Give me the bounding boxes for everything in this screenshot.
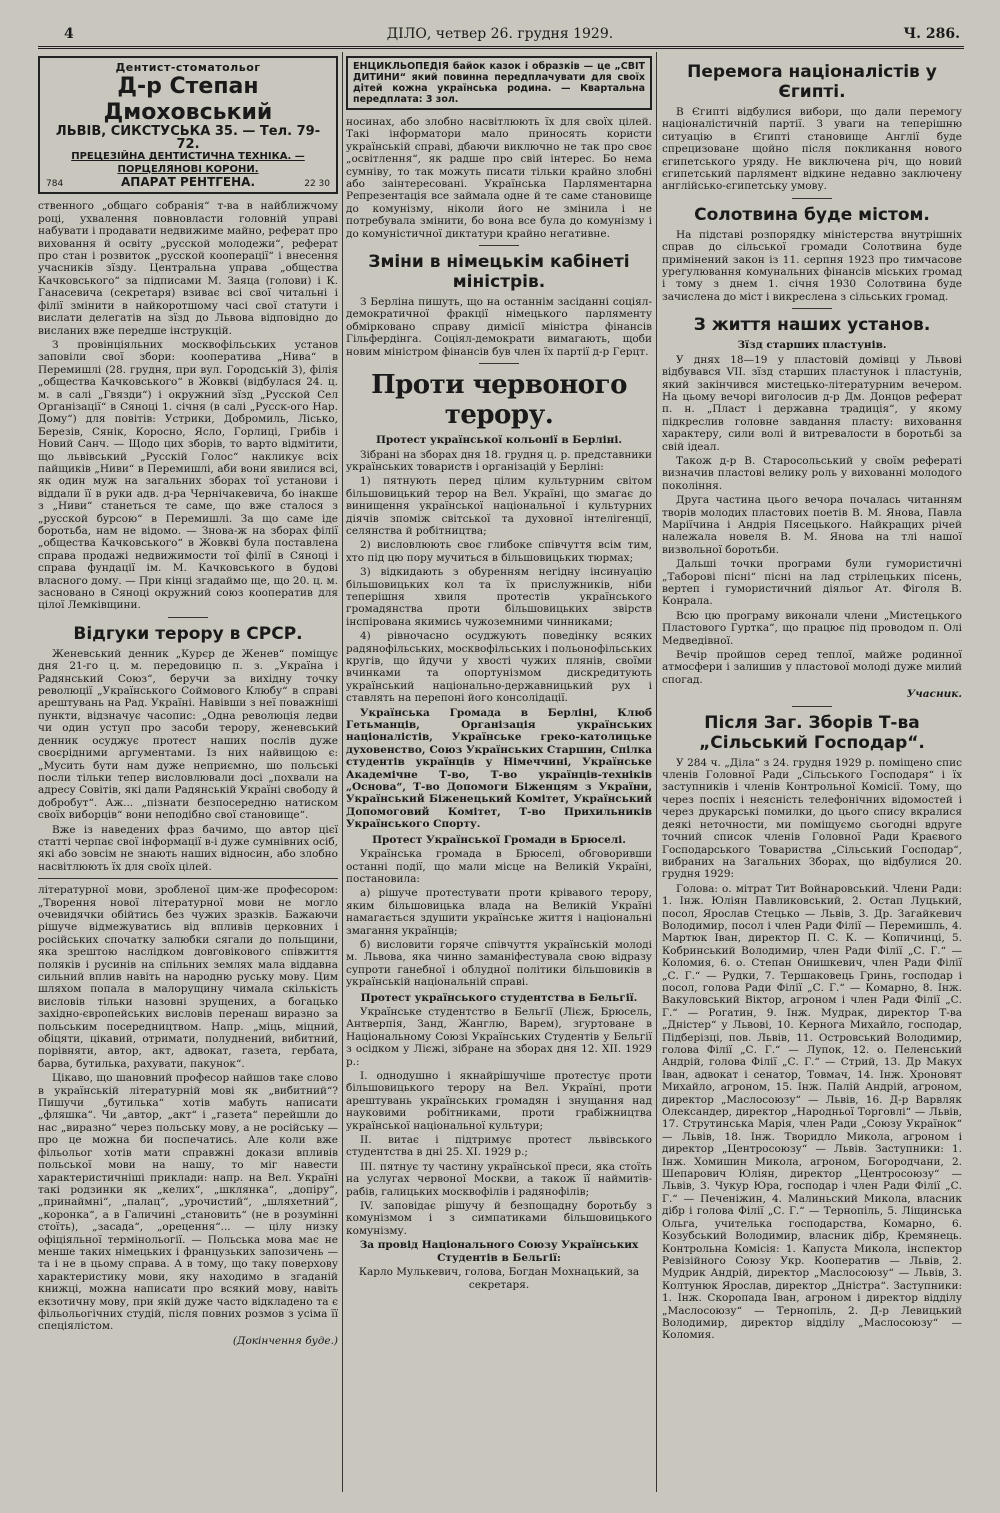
masthead-title: ДІЛО, четвер 26. грудня 1929.: [386, 26, 614, 42]
paragraph: I. однодушно і якнайрішучіше протестує проти більшовицького терору на Вел. Україні, проти арештувань українських громадян і знущання над науковими робітниками, проти грабіжництва української національної культури;: [346, 1070, 652, 1132]
ad-address: ЛЬВІВ, СИКСТУСЬКА 35. — Тел. 79-72.: [55, 124, 321, 152]
separator: [792, 308, 832, 309]
paragraph: Дальші точки програми були гумористичні „Таборові пісні“ пісні на лад стрілецьких пісень, вертеп і гумористичний діяльог Ат. Фіголя В. Конрала.: [662, 558, 962, 608]
column-3: [662, 56, 962, 1344]
ad-code-left: 784: [46, 179, 64, 190]
paragraph: Українська громада в Брюселі, обговоривши останні події, що мали місце на Великій Україні, постановила:: [346, 848, 652, 885]
paragraph: У днях 18—19 у пластовій домівці у Львові відбувався VII. зїзд старших пластунок і пластунів, який закінчився мистецько-літературним вечером. На цьому вечорі виголосив д-р Дм. Донцов реферат п. н. „Пласт і державна традиція“, у якому підкреслив головне завдання пласту: виховання характеру, сили волі й витревалости в боротьбі за свій ідеал.: [662, 353, 962, 453]
masthead-rule: [38, 46, 964, 49]
column-divider-1: [342, 52, 343, 1492]
paragraph: Вечір пройшов серед теплої, майже родинної атмосфери і залишив у пластової молоді дуже милий спогад.: [662, 649, 962, 686]
separator: [792, 198, 832, 199]
union-signature-names: Карло Мулькевич, голова, Богдан Мохнацький, за секретаря.: [358, 1266, 640, 1291]
paragraph: З провінціяльних москвофільських установ заповіли свої збори: кооператива „Нива“ в Перемишлі (28. грудня, при вул. Городській 3), філія „общества Качковського“ в Жовкві (відбулася 24. ц. м. в салі „Гвязди“) і окружний зїзд „Русской Сел Організації“ в Сяноці 1. січня (в салі „Русск-ого Нар. Дому“) для повітів: Устрики, Добромиль, Лісько, Березів, Сянік, Коросно, Ясло, Горлиці, Грибів і Новий Санч. — Щодо цих зборів, то варто відмітити, що львівський „Русскій Голос“ накликує всіх пайщиків „Ниви“ в Перемишлі, аби вони явилися всі, як один муж на загальних зборах тої установи і віддали її в руки адв. д-ра Чернічакевича, бо інакше з „Ниви“ станеться те саме, що вже сталося з „русской бурсою“ в Перемишлі. За що саме іде боротьба, нам не відомо. — Знова-ж на зборах філії „общества Качковського“ в Жовкві була поставлена справа продажі недвижимости тої філії в Сяноці і справа фундації ім. М. Качковського в будові власного дому. — При кінці згадаймо ще, що 20. ц. м. засновано в Сяноці окружний союз кооператив для цілої Лемківщини.: [38, 338, 338, 612]
ad-xray: АПАРАТ РЕНТГЕНА.: [120, 175, 255, 190]
ad-doctor-name: Д-р Степан Дмоховський: [103, 74, 273, 126]
separator: [792, 706, 832, 707]
paragraph: У 284 ч. „Діла“ з 24. грудня 1929 р. поміщено спис членів Головної Ради „Сільського Господаря“ і їх заступників і членів Контрольної Комісії. Тому, що через поспіх і неясність телефонічних відомостей і через друкарські помилки, до цього спису вкралися деякі неточности, ми поміщуємо сьогодні вдруге точний список членів Головної Ради Краєвого Господарського Товариства „Сільський Господар“, вибраних на Загальних Зборах, що відбулися 20. грудня 1929:: [662, 756, 962, 881]
paragraph: З Берліна пишуть, що на останнім засіданні соціял-демократичної фракції німецького парляменту обмірковано справу димісії міністра фінансів Гільфердінга. Соціял-демократи вимагають, щоби новим міністром фінансів був член їх партії д-р Герцт.: [346, 296, 652, 358]
paragraph: ственного „общаго собранія“ т-ва в найближчому році, ухвалення повновласти головній управі набувати і продавати недвижиме майно, реферат про виховання й освіту „русской молодежи“, реферат про стан і розвиток „русской кооперації“ і внесення учасників зїзду. Центральна управа „общества Качковського“ за підписами М. Заяца (голови) і К. Ганасевича (секретаря) взиває всі свої читальні і філії змінити в найкоротшому часі свої статути і вислати делегатів на зїзд до Львова відповідно до висланих вже передше інструкцій.: [38, 200, 338, 337]
separator: [38, 878, 338, 879]
masthead: [40, 22, 960, 46]
paragraph: Українське студентство в Бельгії (Лієж, Брюсель, Антверпія, Занд, Жанглю, Варем), згуртоване в Національному Союзі Українських Студентів у Бельгії з осідком у Лієжі, зібране на зборах дня 12. XII. 1929 р.:: [346, 1005, 652, 1068]
column-divider-2: [656, 52, 657, 1492]
paragraph: 1) пятнують перед цілим культурним світом більшовицький терор на Вел. Україні, що змагає до винищення української національної і культурних діячів зпоміж світської та духовної інтелігенції, селянства й робітництва;: [346, 475, 652, 537]
svit-dytyny-advertisement: [346, 56, 652, 110]
headline-silskyi-hospodar: Після Заг. Зборів Т-ва „Сільський Господар“.: [699, 712, 925, 753]
paragraph: III. пятнує ту частину української преси, яка стоїть на услугах червоної Москви, а також її наймитів-рабів, галицьких москвофілів і радянофілів;: [346, 1160, 652, 1198]
paragraph: 4) рівночасно осуджують поведінку всяких радянофільських, москвофільських і польонофільських кругів, що йдучи у хвості чужих плянів, своїми вчинками та опортунізмом дискредитують український національно-державницький рух і ставлять на перепоні його консолідації.: [346, 630, 652, 705]
signature: Учасник.: [906, 688, 962, 701]
subheadline-brussels: Протест Української Громади в Брюселі.: [372, 833, 626, 846]
headline-institutions: З життя наших установ.: [693, 315, 931, 336]
paragraph: а) рішуче протестувати проти крівавого терору, яким більшовицька влада на Великій Україні намагається здушити українське життя і національні змагання українців;: [346, 887, 652, 937]
paragraph: Голова: о. мітрат Тит Войнаровський. Члени Ради: 1. Інж. Юліян Павликовський, 2. Остап Луцький, посол, Ярослав Стецько — Львів, 3. Др. Загайкевич Володимир, посол і член Ради Філії — Перемишль, 4. Мартюк Іван, директор П. С. К. — Копичинці, 5. Кобринський Володимир, член Ради Філії „С. Г.“ — Коломия, 6. о. Степан Онишкевич, член Ради Філії „С. Г.“ — Рудки, 7. Тершаковець Гринь, господар і посол, голова Ради Філії „С. Г.“ — Комарно, 8. Інж. Вакуловський Віктор, агроном і член Ради Філії „С. Г.“ — Рогатин, 9. Інж. Мудрак, директор Т-ва „Дністер“ у Львові, 10. Кернога Михайло, господар, Підберізці, пов. Львів, 11. Островський Володимир, голова Філії „С. Г.“ — Лупок, 12. о. Пеленський Андрій, голова Філії „С. Г.“ — Стрий, 13. Др Макух Іван, адвокат і сенатор, Товмач, 14. Інж. Хроновят Михайло, агроном, 15. Інж. Палій Андрій, агроном, директор „Маслосоюзу“ — Львів, 16. Д-р Варвляк Олександер, директор „Народньої Торговлі“ — Львів, 17. Струтинська Марія, член Ради „Союзу Українок“ — Львів, 18. Інж. Творидло Микола, агроном і директор „Центросоюзу“ — Львів. Заступники: 1. Інж. Хомишин Микола, агроном, Богородчани, 2. Шепарович Юліян, директор „Центросоюзу“ — Львів, 3. Чукур Юра, господар і член Ради Філії „С. Г.“ — Печеніжин, 4. Малиньский Микола, власник дібр і голова Філії „С. Г.“ — Тернопіль, 5. Ліщинська Ольга, учителька господарства, Комарно, 6. Козубський Володимир, власник дібр, Кремянець. Контрольна Комісія: 1. Капуста Микола, інспектор Ревізійного Союзу Укр. Кооператив — Львів, 2. Мудрик Андрій, директор „Маслосоюзу“ — Львів, 3. Колтунюк Ярослав, директор „Дністра“. Заступники: 1. Інж. Скоропада Іван, агроном і директор відділу „Маслосоюзу“ — Тернопіль, 2. Д-р Левицький Володимир, директор відділу „Маслосоюзу“ — Коломия.: [662, 882, 962, 1342]
paragraph: II. витає і підтримує протест львівського студентства в дні 25. XI. 1929 р.;: [346, 1134, 652, 1159]
subheadline-plast: Зїзд старших пластунів.: [737, 339, 887, 352]
paragraph: В Єгипті відбулися вибори, що дали перемогу націоналістичній партії. З уваги на теперішню ситуацію в Єгипті становище Англії буде спрецизоване щойно після покликання нового єгипетського уряду. Не виключена річ, що новий єгипетський парлямент відкине недавно заключену англійсько-єгипетську умову.: [662, 106, 962, 193]
ad-services: ПРЕЦЕЗІЙНА ДЕНТИСТИЧНА ТЕХНІКА. — ПОРЦЕЛЯНОВІ КОРОНИ.: [71, 151, 305, 175]
headline-red-terror: Проти червоного терору.: [371, 370, 627, 431]
union-signature-heading: За провід Національного Союзу Українських Студентів в Бельгії:: [359, 1239, 639, 1264]
paragraph: б) висловити горяче співчуття українській молоді м. Львова, яка чинно заманіфестувала свою відразу супроти ганебної і облудної політики більшовиків в українській національній справі.: [346, 938, 652, 989]
headline-solotvyna: Солотвина буде містом.: [694, 204, 930, 225]
column-2: [346, 56, 652, 1293]
separator: [479, 363, 519, 364]
paragraph: носинах, або злобно насвітлюють їх для своїх цілей. Такі інформатори мало приносять користи українській справі, дбаючи виключно не так про своє „освітлення“, як радше про свій інтерес. Бо нема сумніву, то так можуть писати тільки крайно злобні або заінтересовані. Українська Парляментарна Репрезентація все займала одне й те саме становище до комунізму, ніколи його не змінила і не потребувала змінити, бо вона все була до комунізму і до комуністичної диктатури крайно негативне.: [346, 116, 652, 240]
ad-profession: Дентист-стоматольог: [115, 61, 261, 74]
paragraph: Друга частина цього вечора почалась читанням творів молодих пластових поетів В. М. Янова, Павла Маріїчина і Андрія Пясецького. Найкращих річей належала новеля В. М. Янова на тлі нашої визвольної боротьби.: [662, 494, 962, 556]
ad-text: ЕНЦИКЛЬОПЕДІЯ байок казок і образків — це „СВІТ ДИТИНИ“ який повинна передплачувати для своїх дітей кожна українська родина. — Квартальна передплата: 3 зол.: [353, 61, 645, 105]
paragraph: Всю цю програму виконали члени „Мистецького Пластового Гуртка“, що працює під проводом п. Олі Медведівної.: [662, 609, 962, 647]
page-number: 4: [64, 26, 74, 42]
separator: [479, 245, 519, 246]
ad-code-right: 22 30: [304, 179, 330, 190]
separator: [168, 617, 208, 618]
paragraph: На підставі розпорядку міністерства внутрішніх справ до сільської громади Солотвина буде примінений закон із 11. серпня 1923 про тимчасове урегулювання комунальних фінансів міських громад і тому з днем 1. січня 1930 Солотвина буде зачислена до міст і викреслена з сільських громад.: [662, 228, 962, 303]
paragraph: Зібрані на зборах дня 18. грудня ц. р. представники українських товариств і організацій у Берліні:: [346, 448, 652, 473]
subheadline-berlin: Протест української кольонії в Берліні.: [376, 434, 622, 447]
paragraph: IV. заповідає рішучу й безпощадну боротьбу з комунізмом і з симпатиками більшовицького комунізму.: [346, 1200, 652, 1237]
issue-number: Ч. 286.: [903, 26, 960, 42]
column-1: [38, 56, 338, 1347]
dentist-advertisement: [38, 56, 338, 194]
ad-footer: [46, 176, 330, 188]
subheadline-belgium: Протест українського студентства в Бельгії.: [360, 991, 638, 1004]
to-be-continued: (Докінчення буде.): [232, 1334, 338, 1347]
headline-terror-ussr: Відгуки терору в СРСР.: [73, 623, 303, 644]
headline-german-cabinet: Зміни в німецькім кабінеті міністрів.: [368, 252, 630, 293]
paragraph: Цікаво, що шановний професор найшов таке слово в українській літературній мові як „вибитний“? Пишучи „бутилька“ хотів мабуть написати „фляшка“. Чи „автор, „акт“ і „газета“ перейшли до нас „виразно“ через польську мову, а не російську — про це можна би поспечатись. Але коли вже фільольог хотів мати справжні докази впливів польської мови на нашу, то міг навести характеристичніші приклади: напр. на Вел. Україні такі родзинки як „келих“, „шклянка“, „допіру“, „принаймні“, „палац“, „урочистий“, „шляхетний“, „коронка“, а в Галичині „становить“ (не в розумінні стоїть), „засада“, „орецення“... — цілу низку офіціяльної термінольогії. — Польська мова має не менше таких німецьких і французьких запозичень — та і не в цьому справа. А в тому, що таку поверхову характеристику мови, яку находимо в згаданій книжці, можна написати про всякий мову, навіть екзотичну мову, при якій дуже часто відкладено та є фільольогічних студій, після повних розмов з усіма її спеціялістом.: [38, 1072, 338, 1333]
headline-egypt: Перемога націоналістів у Єгипті.: [687, 62, 937, 102]
paragraph: 2) висловлюють своє глибоке співчуття всім тим, хто під цю пору мучиться в більшовицьких тюрмах;: [346, 539, 652, 564]
paragraph: Вже із наведених фраз бачимо, що автор цієї статті черпає свої інформації в-і дуже сумнівних осіб, які або зовсім не знають наших відносин, або злобно насвітлюють їх для своїх цілей.: [38, 823, 338, 873]
paragraph: Також д-р В. Старосольський у своїм рефераті визначив пластові велику роль у вихованні молодого покоління.: [662, 454, 962, 492]
signatories: Українська Громада в Берліні, Клюб Гетьманців, Організація українських націоналістів, Українське греко-католицьке духовенство, Союз Українських Старшин, Спілка студентів українців у Німеччині, Українське Академічне Т-во, Т-во українців-техніків „Основа“, Т-во Допомоги Біженцям з України, Український Біженецький Комітет, Український Допомоговий Комітет, Т-во Прихильників Українського Спорту.: [346, 706, 652, 831]
paragraph: 3) відкидають з обуренням негідну інсинуацію більшовицьких кол та їх прислужників, ніби теперішня хвиля протестів українського громадянства проти більшовицьких звірств інспірована якимись чужоземними чинниками;: [346, 566, 652, 628]
paragraph: Женевський денник „Курєр де Женев“ поміщує дня 21-го ц. м. передовицю п. з. „Україна і Радянський Союз“, беручи за вихідну точку революції „Українського Соймового Клюбу“ в справі арештувань на Рад. Україні. Навівши з неї поважніші пункти, відзначує часопис: „Одна революція ледви чи один уступ про засоби терору, женевський денник осуджує протест наших послів дуже своєрідними аргументами. Із них найвищою є: „Мусить бути нам дуже неприємно, шо польські посли тільки тепер висловлювали досі „похвали на адресу Совітів, які дали Радянській Україні свободу й добробут“. Аж... „пізнати безпосередню натиском своїх виборців“ вони неподібно свої становище“.: [38, 647, 338, 822]
paragraph: літературної мови, зробленої цим-же професором: „Творення нової літературної мови не могло очевидячки обійтись без чужих зразків. Бажаючи рішуче відмежуватись від впливів церковних і російських спочатку залюбки сягали до польщини, яка зрештою наслідком довговікового співжиття поляків і русинів на спільних землях мала віддавна сильний вплив навіть на народню руську мову. Цим шляхом попала в малорущину чимала скількість висловів тільки назовні зрущених, а богацько західно-європейських висловів перенаш виразно за польським посередництвом. Напр. „міць, міцний, обіцяти, цікавий, отримати, полуднений, вибитний, порівняти, автор, акт, адвокат, газета, гербата, барва, бутилька, рахувати, пакунок“.: [38, 884, 338, 1070]
